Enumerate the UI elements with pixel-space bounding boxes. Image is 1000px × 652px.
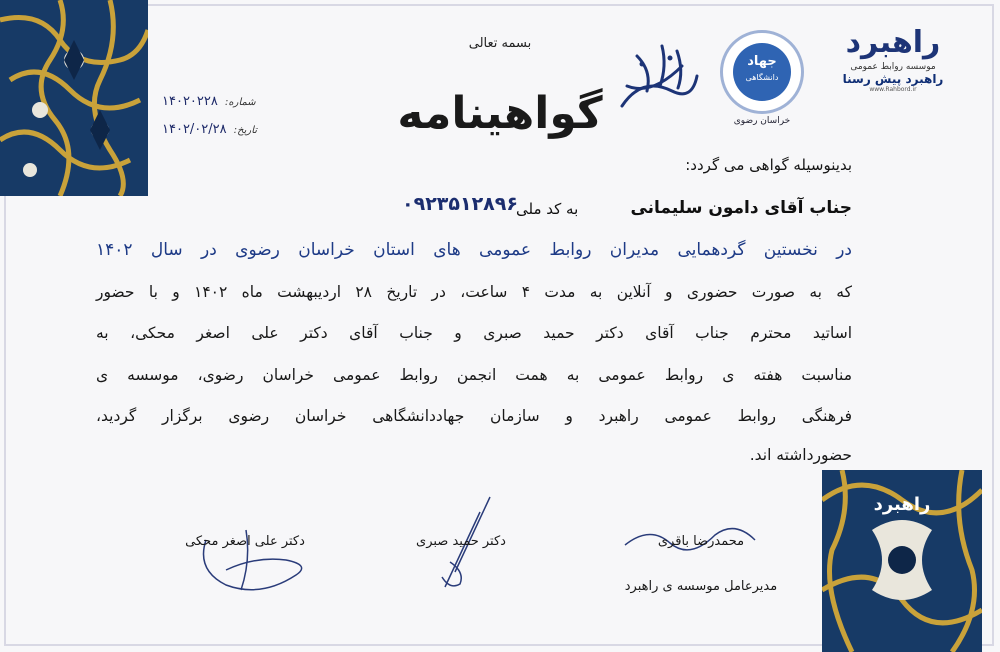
body-line: که به صورت حضوری و آنلاین به مدت ۴ ساعت، در تاریخ ۲۸ اردیبهشت ماه ۱۴۰۲ و با حضور: [96, 283, 853, 301]
page-title: گواهینامه: [397, 88, 603, 139]
jahad-caption: خراسان رضوی: [733, 116, 791, 126]
rahbord-logo-url: www.Rahbord.ir: [869, 86, 917, 93]
jahad-logo: [720, 30, 804, 126]
signature-sabri: [386, 534, 536, 549]
national-id-label: به کد ملی: [516, 200, 579, 218]
signature-mohaki: [160, 534, 330, 549]
body-line: مناسبت هفته ی روابط عمومی به همت انجمن روابط عمومی خراسان رضوی، موسسه ی: [96, 366, 852, 384]
jahad-sub: دانشگاهی: [745, 73, 779, 82]
body-line: فرهنگی روابط عمومی راهبرد و سازمان جهاددانشگاهی خراسان رضوی برگزار گردید،: [96, 407, 852, 425]
ornament-bottom-right: [822, 470, 982, 652]
calligraphy-emblem: [612, 36, 702, 116]
rahbord-logo-brand: راهبرد پیش رسنا: [842, 72, 944, 86]
body-line: در نخستین گردهمایی مدیران روابط عمومی های استان خراسان رضوی در سال ۱۴۰۲: [96, 240, 852, 260]
body-line: اساتید محترم جناب آقای دکتر حمید صبری و جناب آقای دکتر علی اصغر محکی، به: [96, 324, 852, 342]
signature-bagheri: [596, 534, 806, 594]
certificate-number: [162, 94, 322, 109]
jahad-title: جهاد: [747, 54, 777, 69]
number-label: شماره:: [225, 97, 256, 108]
number-value: ۱۴۰۲۰۲۲۸: [162, 94, 218, 109]
certificate-date: [162, 122, 322, 137]
body-line: حضورداشته اند.: [749, 446, 852, 464]
signatory-name: دکتر علی اصغر محکی: [185, 534, 305, 549]
svg-text:راهبرد: راهبرد: [873, 494, 931, 515]
invocation-text: بسمه تعالی: [468, 36, 532, 51]
signatory-role: مدیرعامل موسسه ی راهبرد: [624, 579, 778, 594]
recipient-name: جناب آقای دامون سلیمانی: [630, 198, 852, 218]
rahbord-logo-small: موسسه روابط عمومی: [850, 62, 936, 72]
intro-text: بدینوسیله گواهی می گردد:: [685, 156, 852, 174]
date-label: تاریخ:: [233, 125, 258, 136]
jahad-emblem: [720, 30, 804, 114]
signature-mohaki-art: [186, 520, 316, 600]
date-value: ۱۴۰۲/۰۲/۲۸: [162, 122, 227, 137]
national-id-value: ۰۹۲۳۵۱۲۸۹۶: [402, 193, 518, 215]
rahbord-logo-word: راهبرد: [845, 25, 941, 60]
signatory-name: محمدرضا باقری: [657, 534, 745, 549]
ornament-top-left: [0, 0, 148, 196]
jahad-emblem-inner: [733, 43, 791, 101]
rahbord-logo: [818, 24, 968, 114]
signatory-name: دکتر حمید صبری: [416, 534, 506, 549]
